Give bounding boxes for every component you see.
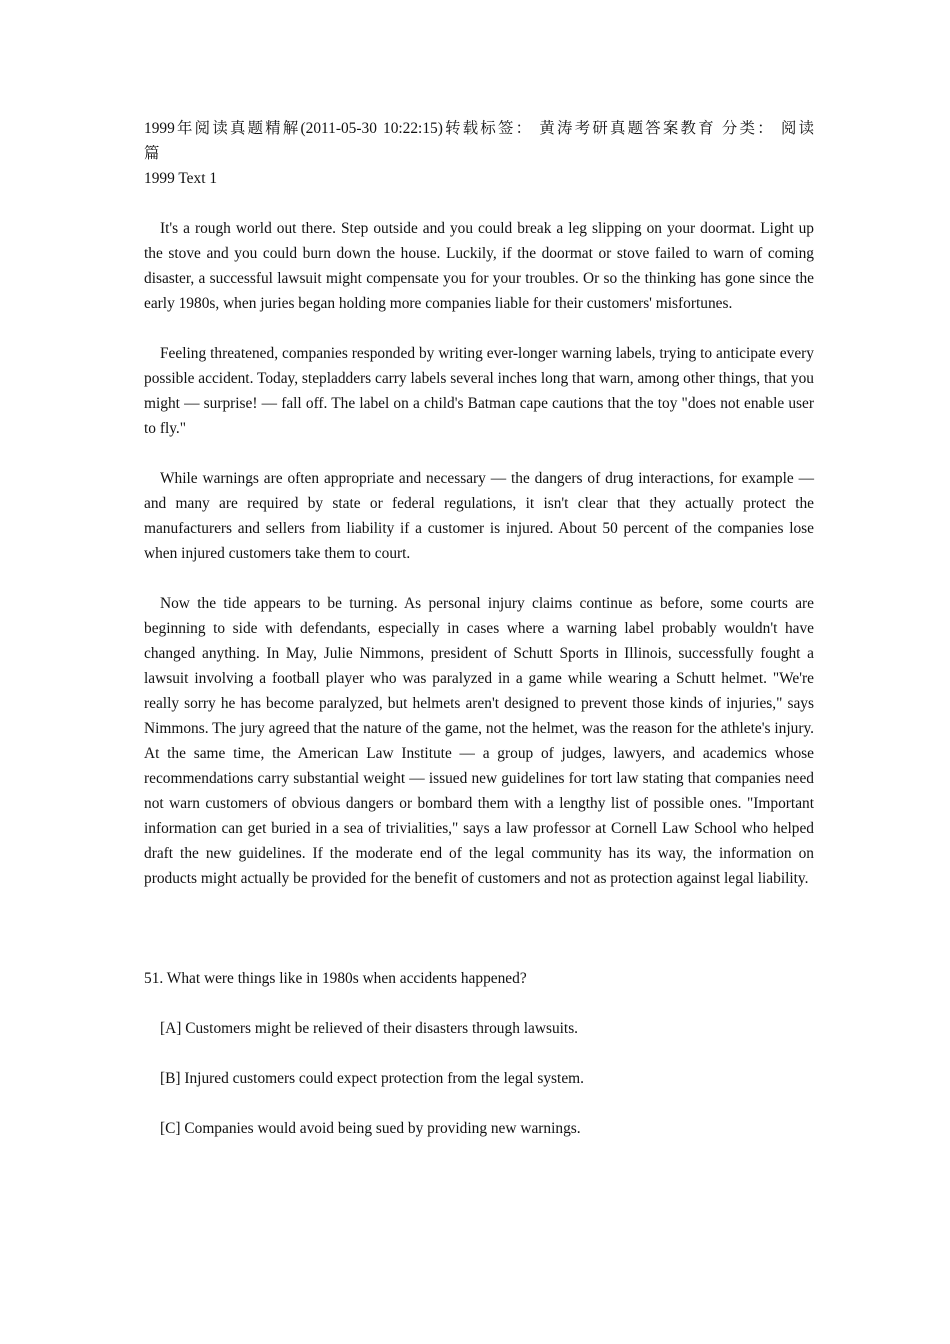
spacer [144,916,814,966]
option-b: [B] Injured customers could expect protection from the legal system. [160,1070,584,1087]
option-a: [A] Customers might be relieved of their disasters through lawsuits. [160,1020,579,1037]
option-c: [C] Companies would avoid being sued by providing new warnings. [160,1120,581,1137]
post-header-continued: 篇 [144,145,160,162]
paragraph-3: While warnings are often appropriate and necessary — the dangers of drug interactions, for example — and many are required by state or federal regulations, it isn't clear that they actually protect the manufacturers and sellers from liability if a customer is injured. About 50 percent of the companies lose when injured customers take them to court. [144,470,814,562]
paragraph-1: It's a rough world out there. Step outside and you could break a leg slipping on your doormat. Light up the stove and you could burn down the house. Luckily, if the doormat or stove failed to warn of coming disaster, a successful lawsuit might compensate you for your troubles. Or so the thinking has gone since the early 1980s, when juries began holding more companies liable for their customers' misfortunes. [144,220,814,312]
question-51: 51. What were things like in 1980s when accidents happened? [144,970,527,987]
document-page [144,116,814,1166]
text-title: 1999 Text 1 [144,170,218,187]
paragraph-4: Now the tide appears to be turning. As personal injury claims continue as before, some courts are beginning to side with defendants, especially in cases where a warning label probably wouldn't have changed anything. In May, Julie Nimmons, president of Schutt Sports in Illinois, successfully fought a lawsuit involving a football player who was paralyzed in a game while wearing a Schutt helmet. "We're really sorry he has become paralyzed, but helmets aren't designed to prevent those kinds of injuries," says Nimmons. The jury agreed that the nature of the game, not the helmet, was the reason for the athlete's injury. At the same time, the American Law Institute — a group of judges, lawyers, and academics whose recommendations carry substantial weight — issued new guidelines for tort law stating that companies need not warn customers of obvious dangers or bombard them with a lengthy list of possible ones. "Important information can get buried in a sea of trivialities," says a law professor at Cornell Law School who helped draft the new guidelines. If the moderate end of the legal community has its way, the information on products might actually be provided for the benefit of customers and not as protection against legal liability. [144,595,814,887]
post-header: 1999年阅读真题精解(2011-05-30 10:22:15)转载标签： 黄涛考研真题答案教育 分类： 阅读 [144,120,814,137]
paragraph-2: Feeling threatened, companies responded by writing ever-longer warning labels, trying to anticipate every possible accident. Today, stepladders carry labels several inches long that warn, among other things, that you might — surprise! — fall off. The label on a child's Batman cape cautions that the toy "does not enable user to fly." [144,345,814,437]
